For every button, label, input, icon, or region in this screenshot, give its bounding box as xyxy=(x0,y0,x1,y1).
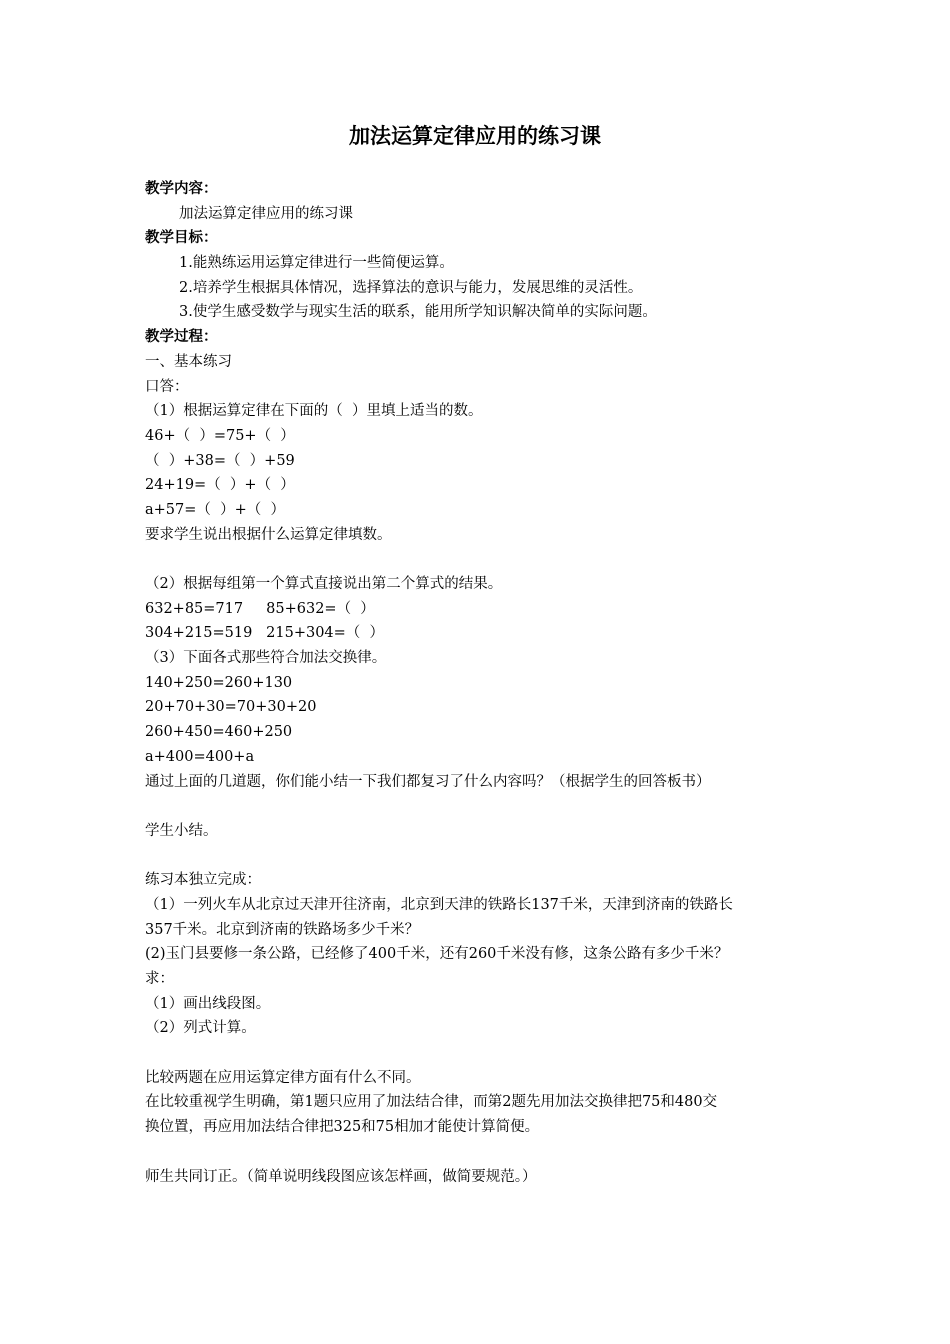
text-line: （1）一列火车从北京过天津开往济南，北京到天津的铁路长137千米，天津到济南的铁路长 xyxy=(145,896,733,913)
text-line: 140+250=260+130 xyxy=(145,674,293,691)
text-line: 1.能熟练运用运算定律进行一些简便运算。 xyxy=(179,255,454,272)
blank-line xyxy=(145,1140,815,1165)
text-line: 357千米。北京到济南的铁路场多少千米？ xyxy=(145,921,420,938)
text-line: 学生小结。 xyxy=(145,822,218,839)
text-line: 2.培养学生根据具体情况，选择算法的意识与能力，发展思维的灵活性。 xyxy=(179,279,643,296)
text-line: 加法运算定律应用的练习课 xyxy=(179,205,353,222)
blank-line xyxy=(145,794,815,819)
section-heading: 教学内容： xyxy=(145,181,218,197)
text-line: 304+215=519 215+304=（ ） xyxy=(145,625,385,642)
text-line: 一、基本练习 xyxy=(145,353,232,370)
text-line: （2）根据每组第一个算式直接说出第二个算式的结果。 xyxy=(145,576,503,592)
text-line: 口答： xyxy=(145,378,189,395)
text-line: 练习本独立完成： xyxy=(145,872,261,889)
text-line: 师生共同订正。（简单说明线段图应该怎样画，做简要规范。） xyxy=(145,1168,537,1185)
text-line: 24+19=（ ）+（ ） xyxy=(145,477,295,494)
blank-line xyxy=(145,547,815,572)
text-line: 在比较重视学生明确，第1题只应用了加法结合律，而第2题先用加法交换律把75和480交 xyxy=(145,1094,718,1111)
text-line: 求： xyxy=(145,971,174,987)
text-line: （1）画出线段图。 xyxy=(145,995,271,1012)
document-body xyxy=(145,177,815,1189)
text-line: (2)玉门县要修一条公路，已经修了400千米，还有260千米没有修，这条公路有多少千米？ xyxy=(145,946,729,963)
text-line: 20+70+30=70+30+20 xyxy=(145,699,317,716)
blank-line xyxy=(145,1041,815,1066)
text-line: 632+85=717 85+632=（ ） xyxy=(145,600,375,617)
text-line: 46+（ ）=75+（ ） xyxy=(145,427,295,444)
document-title: 加法运算定律应用的练习课 xyxy=(349,124,601,148)
section-heading: 教学目标： xyxy=(145,230,218,247)
text-line: 3.使学生感受数学与现实生活的联系，能用所学知识解决简单的实际问题。 xyxy=(179,304,657,321)
text-line: （1）根据运算定律在下面的（ ）里填上适当的数。 xyxy=(145,403,483,420)
text-line: （3）下面各式那些符合加法交换律。 xyxy=(145,650,387,667)
text-line: a+57=（ ）+（ ） xyxy=(145,501,285,518)
text-line: （ ）+38=（ ）+59 xyxy=(145,452,295,469)
section-heading: 教学过程： xyxy=(145,329,218,346)
text-line: 换位置，再应用加法结合律把325和75相加才能使计算简便。 xyxy=(145,1119,540,1136)
text-line: 通过上面的几道题，你们能小结一下我们都复习了什么内容吗？（根据学生的回答板书） xyxy=(145,773,711,790)
text-line: 260+450=460+250 xyxy=(145,724,293,741)
text-line: 比较两题在应用运算定律方面有什么不同。 xyxy=(145,1069,421,1086)
text-line: a+400=400+a xyxy=(145,748,255,765)
text-line: 要求学生说出根据什么运算定律填数。 xyxy=(145,526,392,543)
blank-line xyxy=(145,844,815,869)
text-line: （2）列式计算。 xyxy=(145,1020,256,1037)
